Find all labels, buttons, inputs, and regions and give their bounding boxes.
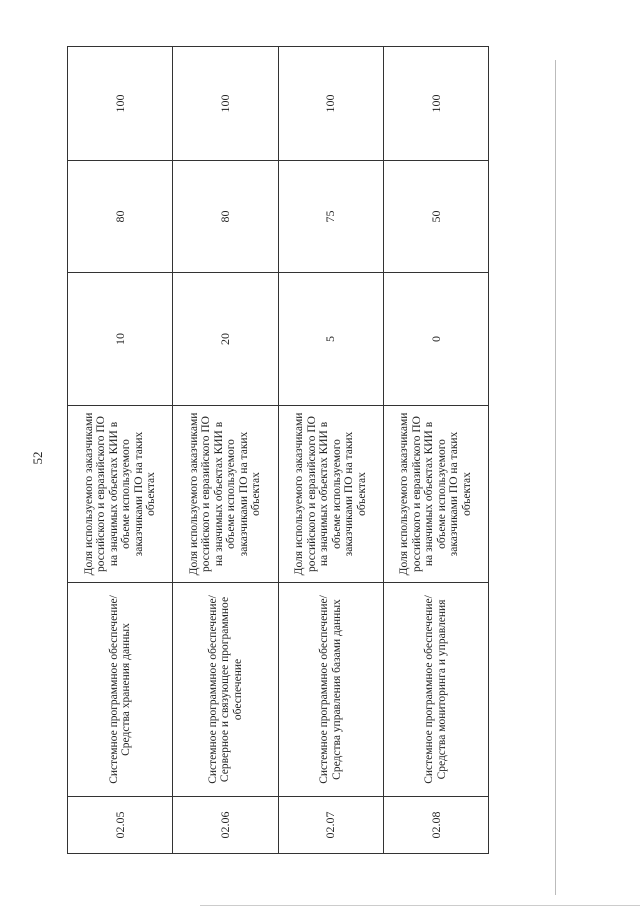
row-value-3: 100 bbox=[68, 47, 173, 161]
row-value-3: 100 bbox=[173, 47, 278, 161]
row-code: 02.06 bbox=[173, 797, 278, 854]
page-number: 52 bbox=[30, 451, 45, 465]
scan-shadow bbox=[200, 905, 640, 906]
indicators-table bbox=[67, 46, 489, 854]
row-value-2: 80 bbox=[173, 161, 278, 273]
row-value-3: 100 bbox=[278, 47, 383, 161]
row-value-1: 5 bbox=[278, 273, 383, 406]
row-category: Системное программное обеспечение/Средства управления базами данных bbox=[278, 583, 383, 797]
row-indicator: Доля используемого заказчиками российского и евразийского ПО на значимых объектах КИИ в объеме используемого заказчиками ПО на таких объектах bbox=[68, 406, 173, 583]
row-value-1: 10 bbox=[68, 273, 173, 406]
row-value-2: 50 bbox=[383, 161, 488, 273]
row-indicator: Доля используемого заказчиками российского и евразийского ПО на значимых объектах КИИ в объеме используемого заказчиками ПО на таких объектах bbox=[278, 406, 383, 583]
row-indicator: Доля используемого заказчиками российского и евразийского ПО на значимых объектах КИИ в объеме используемого заказчиками ПО на таких объектах bbox=[383, 406, 488, 583]
row-code: 02.08 bbox=[383, 797, 488, 854]
rotated-table-wrapper bbox=[67, 47, 489, 854]
row-value-1: 20 bbox=[173, 273, 278, 406]
page-edge-line bbox=[555, 60, 556, 895]
row-value-3: 100 bbox=[383, 47, 488, 161]
row-value-2: 80 bbox=[68, 161, 173, 273]
row-indicator: Доля используемого заказчиками российского и евразийского ПО на значимых объектах КИИ в объеме используемого заказчиками ПО на таких объектах bbox=[173, 406, 278, 583]
row-category: Системное программное обеспечение/Серверное и связующее программное обеспечение bbox=[173, 583, 278, 797]
row-code: 02.05 bbox=[68, 797, 173, 854]
row-code: 02.07 bbox=[278, 797, 383, 854]
row-value-2: 75 bbox=[278, 161, 383, 273]
table-row bbox=[278, 47, 383, 854]
table-row bbox=[173, 47, 278, 854]
row-value-1: 0 bbox=[383, 273, 488, 406]
row-category: Системное программное обеспечение/Средства мониторинга и управления bbox=[383, 583, 488, 797]
row-category: Системное программное обеспечение/Средства хранения данных bbox=[68, 583, 173, 797]
table-row bbox=[383, 47, 488, 854]
table-row bbox=[68, 47, 173, 854]
